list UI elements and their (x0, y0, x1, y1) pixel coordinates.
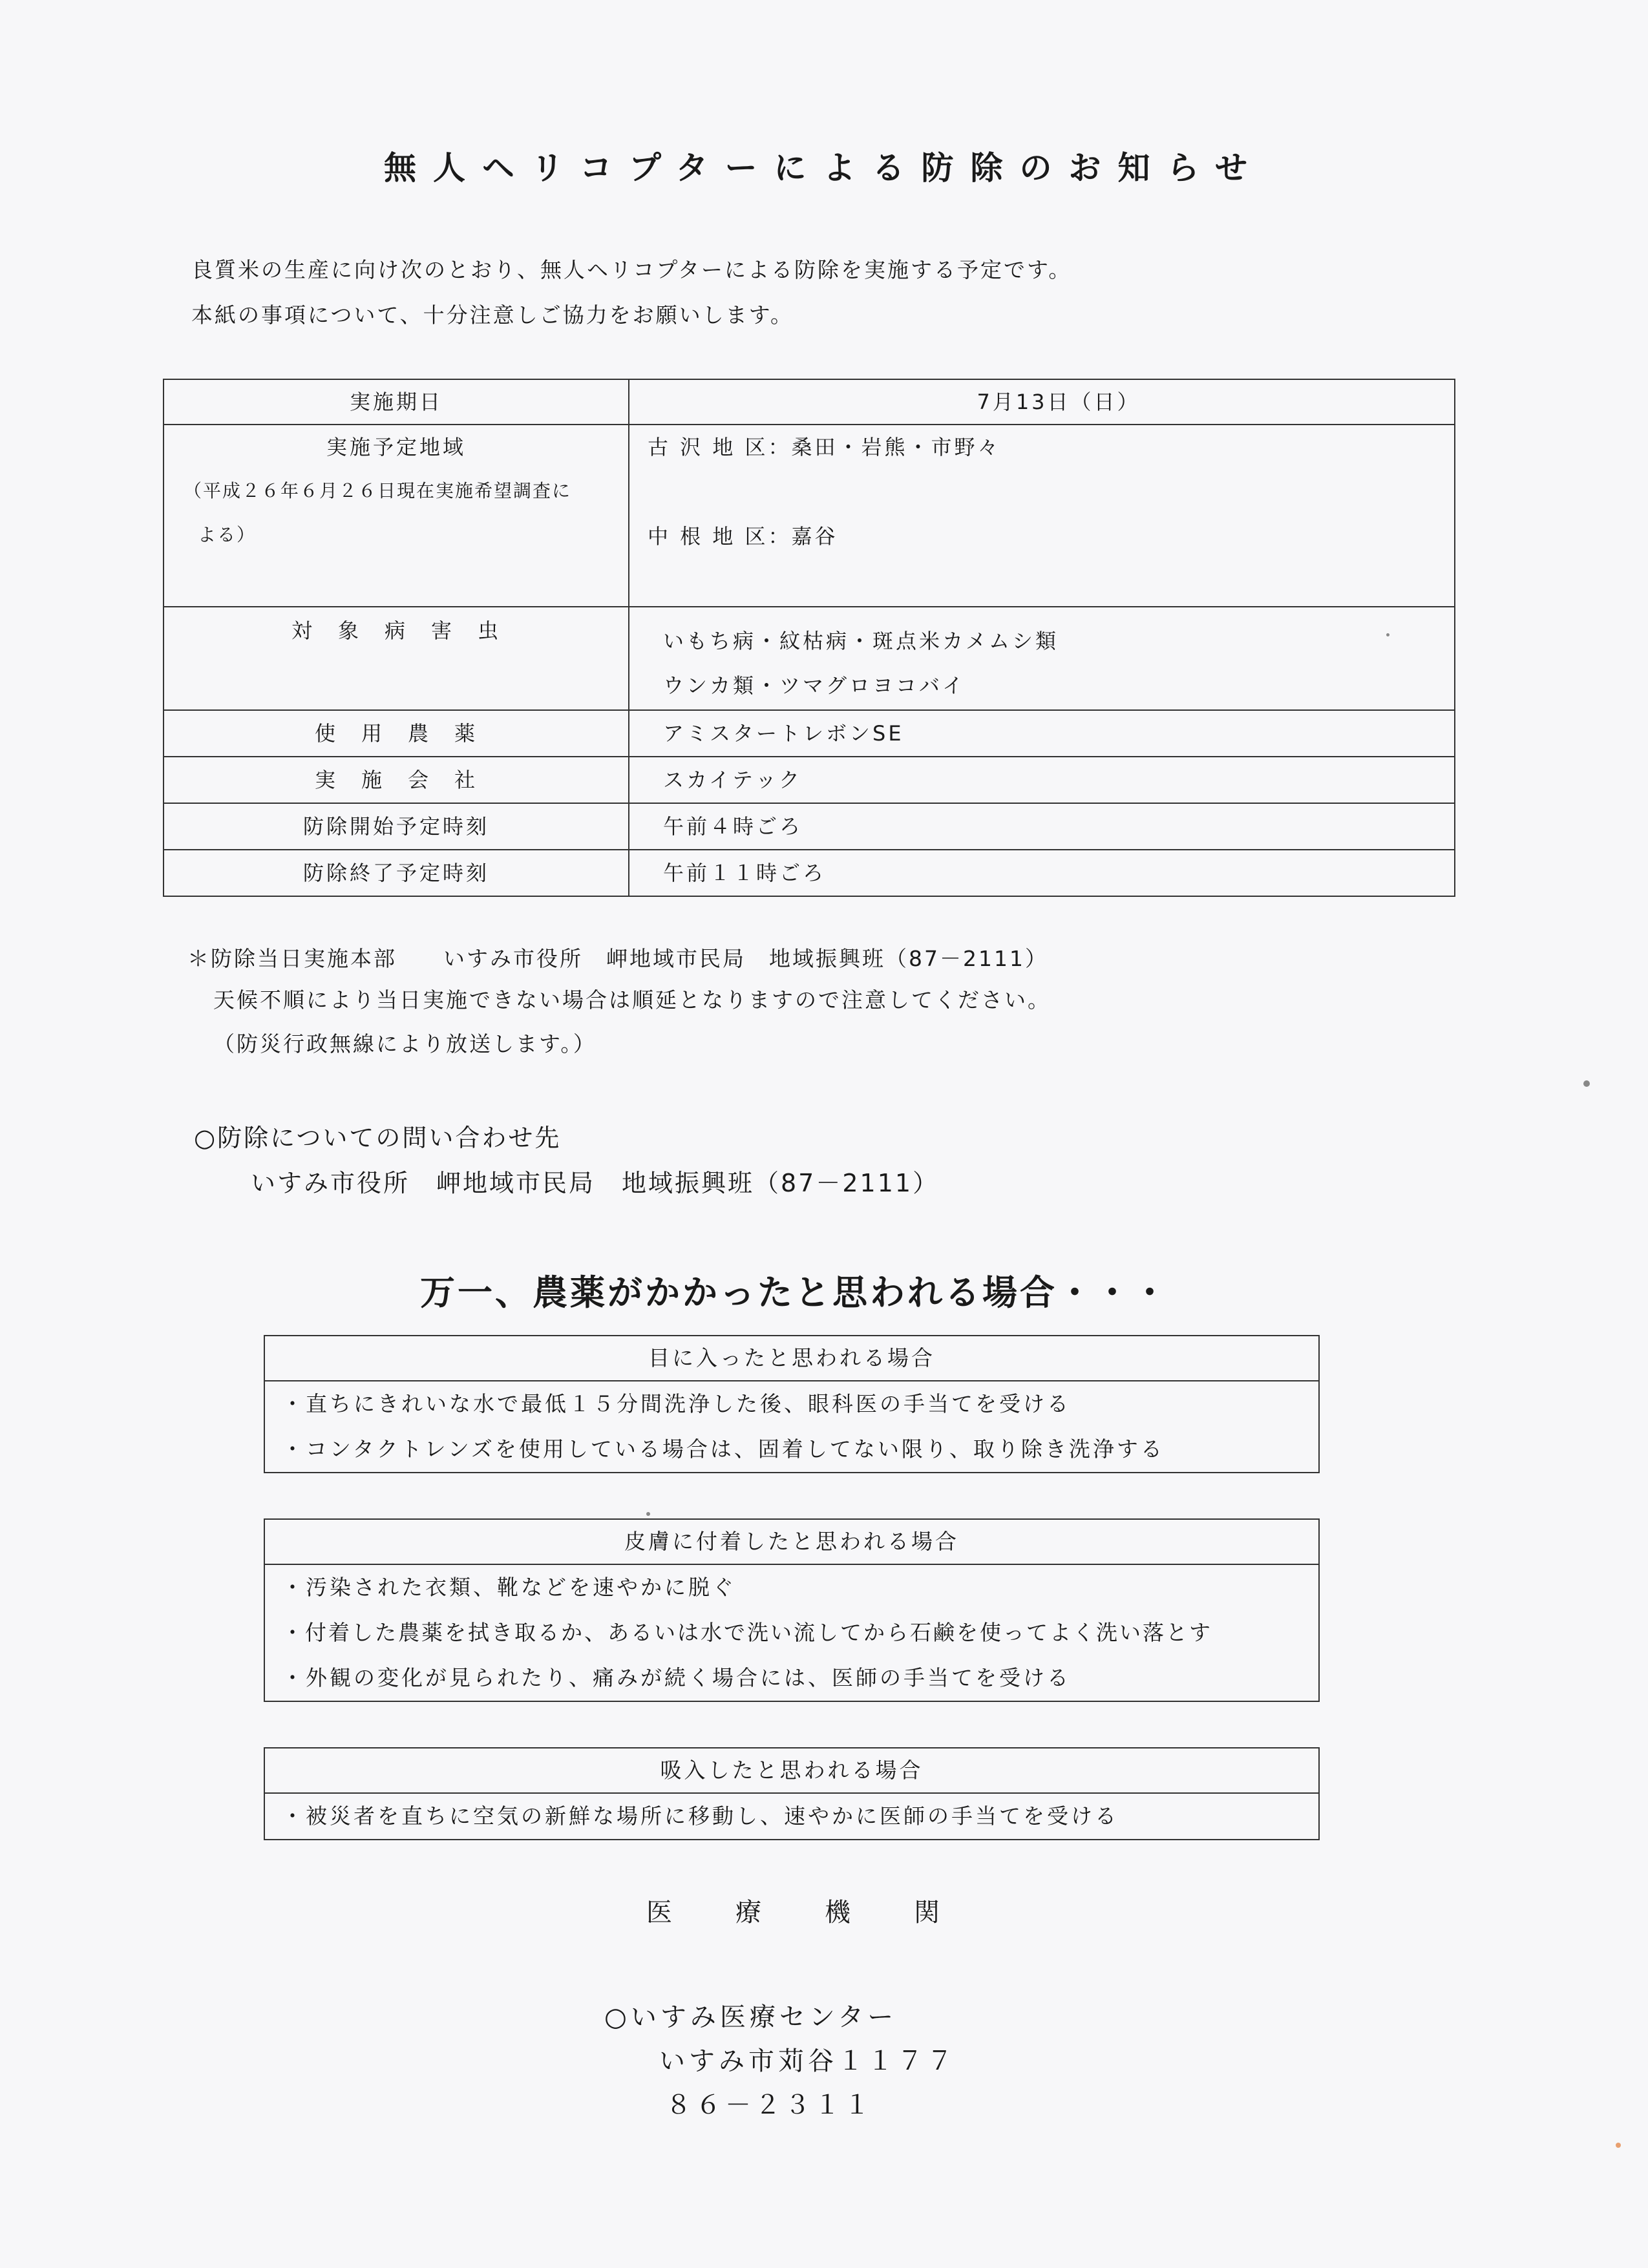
area-value-2: 中 根 地 区：嘉谷 (648, 524, 838, 549)
area-value-cell (629, 425, 1455, 607)
area-note-1: （平成２６年６月２６日現在実施希望調査に (184, 480, 572, 501)
speck (646, 1512, 650, 1516)
notice-broadcast: （防災行政無線により放送します。） (213, 1031, 597, 1056)
notice-weather: 天候不順により当日実施できない場合は順延となりますので注意してください。 (213, 987, 1051, 1013)
skin-exposure-box (264, 1518, 1320, 1702)
inhale-box-header: 吸入したと思われる場合 (265, 1748, 1318, 1794)
company-value: スカイテック (629, 757, 1455, 803)
inquiry-contact: いすみ市役所 岬地域市民局 地域振興班（87－2111） (251, 1169, 940, 1197)
schedule-row-company (164, 757, 1455, 803)
company-label: 実 施 会 社 (164, 757, 629, 803)
pest-value-1: いもち病・紋枯病・斑点米カメムシ類 (663, 629, 1059, 653)
start-label: 防除開始予定時刻 (164, 803, 629, 850)
start-value: 午前４時ごろ (629, 803, 1455, 850)
schedule-row-area (164, 425, 1455, 607)
date-value: 7月13日（日） (629, 379, 1455, 425)
pest-label: 対 象 病 害 虫 (164, 607, 629, 710)
intro-line-2: 本紙の事項について、十分注意しご協力をお願いします。 (191, 302, 794, 328)
page-title: 無人ヘリコプターによる防除のお知らせ (384, 149, 1264, 187)
area-label: 実施予定地域 (326, 435, 466, 459)
schedule-row-pesticide (164, 710, 1455, 757)
medical-phone: ８６－２３１１ (666, 2090, 874, 2120)
area-label-cell (164, 425, 629, 607)
area-value-1: 古 沢 地 区：桑田・岩熊・市野々 (648, 435, 1001, 459)
speck (1616, 2143, 1621, 2148)
intro-line-1: 良質米の生産に向け次のとおり、無人ヘリコプターによる防除を実施する予定です。 (191, 257, 1072, 282)
medical-name: ○いすみ医療センター (604, 2002, 898, 2032)
eye-item-1: ・直ちにきれいな水で最低１５分間洗浄した後、眼科医の手当てを受ける (282, 1391, 1071, 1416)
schedule-row-start (164, 803, 1455, 850)
skin-box-header: 皮膚に付着したと思われる場合 (265, 1520, 1318, 1565)
date-label: 実施期日 (164, 379, 629, 425)
notice-hq: ＊防除当日実施本部 いすみ市役所 岬地域市民局 地域振興班（87－2111） (187, 946, 1048, 971)
speck (1583, 1080, 1590, 1087)
end-value: 午前１１時ごろ (629, 850, 1455, 896)
pest-value-2: ウンカ類・ツマグロヨコバイ (663, 673, 966, 698)
medical-address: いすみ市苅谷１１７７ (659, 2046, 956, 2076)
speck (1386, 633, 1389, 636)
eye-exposure-box (264, 1335, 1320, 1473)
eye-box-header: 目に入ったと思われる場合 (265, 1336, 1318, 1381)
inhalation-box (264, 1747, 1320, 1840)
eye-item-2: ・コンタクトレンズを使用している場合は、固着してない限り、取り除き洗浄する (282, 1436, 1165, 1462)
pesticide-value: アミスタートレボンSE (629, 710, 1455, 757)
medical-heading: 医 療 機 関 (646, 1898, 944, 1927)
inhale-item-1: ・被災者を直ちに空気の新鮮な場所に移動し、速やかに医師の手当てを受ける (282, 1803, 1119, 1829)
schedule-row-date (164, 379, 1455, 425)
skin-item-3: ・外観の変化が見られたり、痛みが続く場合には、医師の手当てを受ける (282, 1665, 1071, 1690)
skin-item-2: ・付着した農薬を拭き取るか、あるいは水で洗い流してから石鹸を使ってよく洗い落とす (282, 1620, 1212, 1645)
schedule-row-pests (164, 607, 1455, 710)
schedule-table (163, 379, 1455, 897)
area-note-2: よる） (198, 524, 257, 545)
pest-value-cell (629, 607, 1455, 710)
pesticide-label: 使 用 農 薬 (164, 710, 629, 757)
emergency-heading: 万一、農薬がかかったと思われる場合・・・ (420, 1272, 1170, 1313)
inquiry-heading: ○防除についての問い合わせ先 (194, 1124, 562, 1152)
end-label: 防除終了予定時刻 (164, 850, 629, 896)
schedule-row-end (164, 850, 1455, 896)
skin-item-1: ・汚染された衣類、靴などを速やかに脱ぐ (282, 1575, 736, 1600)
